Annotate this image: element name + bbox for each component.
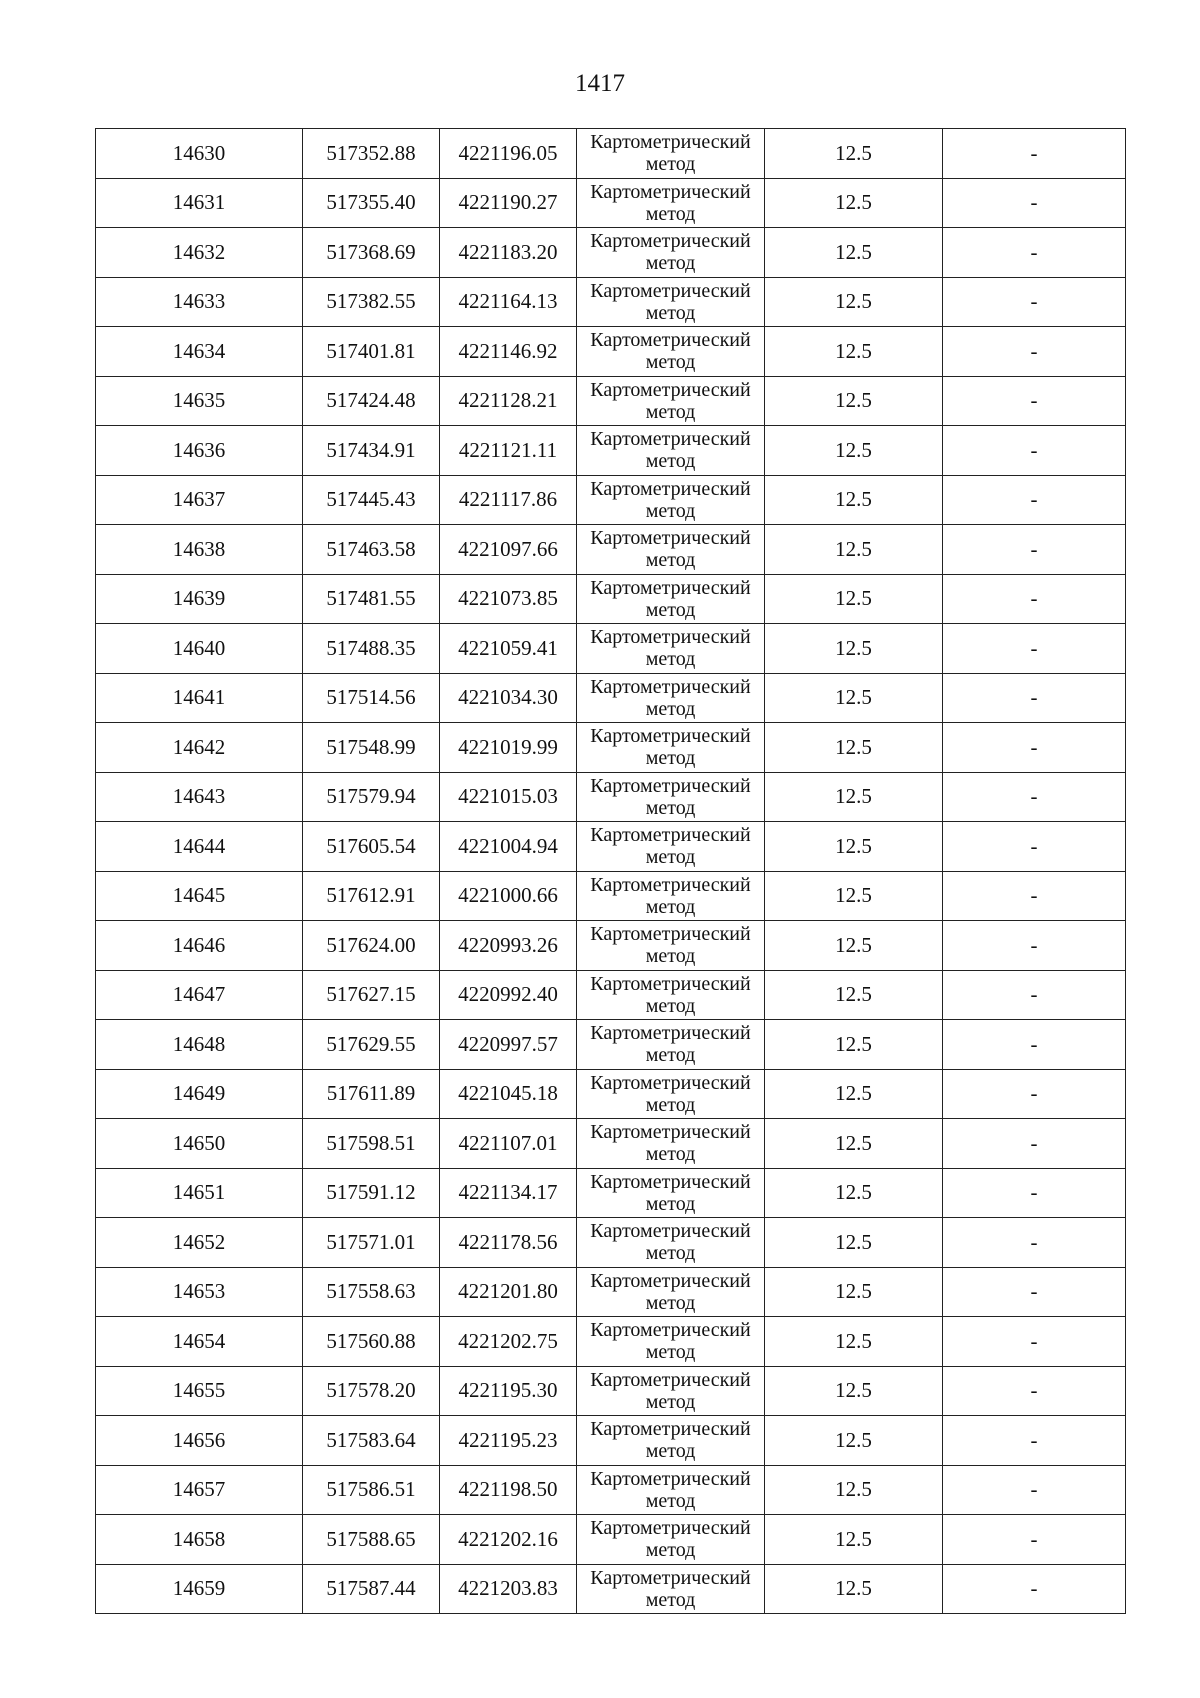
y-coordinate-cell: 4221146.92 [440,327,577,377]
point-id-cell: 14650 [96,1119,303,1169]
method-line-2: метод [645,1242,696,1265]
note-cell: - [943,772,1126,822]
table-row [96,277,1126,327]
method-line-2: метод [645,1588,696,1611]
method-line-1: Картометрический [590,329,751,352]
method-line-1: Картометрический [590,1269,751,1292]
y-coordinate-cell: 4220992.40 [440,970,577,1020]
method-line-2: метод [645,1192,696,1215]
accuracy-cell: 12.5 [765,426,943,476]
note-cell: - [943,871,1126,921]
y-coordinate-cell: 4221000.66 [440,871,577,921]
method-cell [577,1168,765,1218]
point-id-cell: 14651 [96,1168,303,1218]
method-cell [577,1515,765,1565]
note-cell: - [943,376,1126,426]
method-line-1: Картометрический [590,1071,751,1094]
note-cell: - [943,673,1126,723]
method-line-2: метод [645,450,696,473]
y-coordinate-cell: 4220993.26 [440,921,577,971]
method-line-2: метод [645,846,696,869]
accuracy-cell: 12.5 [765,673,943,723]
x-coordinate-cell: 517434.91 [303,426,440,476]
method-line-1: Картометрический [590,675,751,698]
point-id-cell: 14630 [96,129,303,179]
y-coordinate-cell: 4221059.41 [440,624,577,674]
point-id-cell: 14643 [96,772,303,822]
method-line-1: Картометрический [590,824,751,847]
method-cell [577,426,765,476]
accuracy-cell: 12.5 [765,1366,943,1416]
note-cell: - [943,624,1126,674]
method-cell [577,1267,765,1317]
accuracy-cell: 12.5 [765,574,943,624]
y-coordinate-cell: 4221183.20 [440,228,577,278]
method-line-2: метод [645,153,696,176]
y-coordinate-cell: 4221196.05 [440,129,577,179]
method-line-1: Картометрический [590,725,751,748]
accuracy-cell: 12.5 [765,129,943,179]
y-coordinate-cell: 4220997.57 [440,1020,577,1070]
x-coordinate-cell: 517445.43 [303,475,440,525]
table-row [96,970,1126,1020]
method-cell [577,871,765,921]
point-id-cell: 14659 [96,1564,303,1614]
note-cell: - [943,327,1126,377]
accuracy-cell: 12.5 [765,1267,943,1317]
x-coordinate-cell: 517624.00 [303,921,440,971]
y-coordinate-cell: 4221107.01 [440,1119,577,1169]
note-cell: - [943,822,1126,872]
table-row [96,475,1126,525]
table-row [96,129,1126,179]
table-row [96,426,1126,476]
accuracy-cell: 12.5 [765,228,943,278]
method-cell [577,277,765,327]
y-coordinate-cell: 4221202.75 [440,1317,577,1367]
table-row [96,772,1126,822]
method-line-2: метод [645,400,696,423]
y-coordinate-cell: 4221015.03 [440,772,577,822]
method-line-1: Картометрический [590,477,751,500]
y-coordinate-cell: 4221019.99 [440,723,577,773]
method-line-1: Картометрический [590,576,751,599]
method-line-2: метод [645,945,696,968]
note-cell: - [943,970,1126,1020]
y-coordinate-cell: 4221164.13 [440,277,577,327]
method-line-1: Картометрический [590,527,751,550]
note-cell: - [943,426,1126,476]
x-coordinate-cell: 517355.40 [303,178,440,228]
method-cell [577,525,765,575]
table-row [96,921,1126,971]
method-line-1: Картометрический [590,1170,751,1193]
table-row [96,574,1126,624]
table-row [96,1119,1126,1169]
note-cell: - [943,1465,1126,1515]
accuracy-cell: 12.5 [765,178,943,228]
y-coordinate-cell: 4221195.23 [440,1416,577,1466]
table-row [96,327,1126,377]
x-coordinate-cell: 517583.64 [303,1416,440,1466]
y-coordinate-cell: 4221201.80 [440,1267,577,1317]
point-id-cell: 14633 [96,277,303,327]
accuracy-cell: 12.5 [765,1119,943,1169]
x-coordinate-cell: 517558.63 [303,1267,440,1317]
method-cell [577,921,765,971]
method-line-1: Картометрический [590,1467,751,1490]
method-line-2: метод [645,1489,696,1512]
method-line-1: Картометрический [590,230,751,253]
accuracy-cell: 12.5 [765,624,943,674]
point-id-cell: 14644 [96,822,303,872]
x-coordinate-cell: 517488.35 [303,624,440,674]
point-id-cell: 14641 [96,673,303,723]
y-coordinate-cell: 4221045.18 [440,1069,577,1119]
x-coordinate-cell: 517481.55 [303,574,440,624]
method-line-2: метод [645,1143,696,1166]
method-line-2: метод [645,598,696,621]
y-coordinate-cell: 4221202.16 [440,1515,577,1565]
note-cell: - [943,1366,1126,1416]
point-id-cell: 14646 [96,921,303,971]
method-cell [577,772,765,822]
note-cell: - [943,1564,1126,1614]
method-line-2: метод [645,1093,696,1116]
table-row [96,1020,1126,1070]
x-coordinate-cell: 517560.88 [303,1317,440,1367]
y-coordinate-cell: 4221198.50 [440,1465,577,1515]
x-coordinate-cell: 517587.44 [303,1564,440,1614]
point-id-cell: 14632 [96,228,303,278]
x-coordinate-cell: 517586.51 [303,1465,440,1515]
method-line-2: метод [645,1440,696,1463]
method-line-2: метод [645,1390,696,1413]
method-line-1: Картометрический [590,1566,751,1589]
method-line-1: Картометрический [590,1319,751,1342]
method-cell [577,327,765,377]
method-line-1: Картометрический [590,923,751,946]
method-cell [577,673,765,723]
note-cell: - [943,178,1126,228]
note-cell: - [943,1416,1126,1466]
note-cell: - [943,723,1126,773]
table-row [96,822,1126,872]
accuracy-cell: 12.5 [765,1317,943,1367]
method-line-2: метод [645,499,696,522]
accuracy-cell: 12.5 [765,376,943,426]
point-id-cell: 14658 [96,1515,303,1565]
x-coordinate-cell: 517611.89 [303,1069,440,1119]
method-cell [577,1366,765,1416]
method-cell [577,574,765,624]
note-cell: - [943,475,1126,525]
accuracy-cell: 12.5 [765,772,943,822]
method-cell [577,723,765,773]
method-line-2: метод [645,895,696,918]
x-coordinate-cell: 517463.58 [303,525,440,575]
method-line-2: метод [645,252,696,275]
point-id-cell: 14637 [96,475,303,525]
method-line-1: Картометрический [590,279,751,302]
method-cell [577,624,765,674]
accuracy-cell: 12.5 [765,327,943,377]
method-line-1: Картометрический [590,1418,751,1441]
method-line-1: Картометрический [590,1022,751,1045]
method-cell [577,228,765,278]
method-cell [577,1069,765,1119]
table-row [96,1465,1126,1515]
method-line-1: Картометрический [590,1220,751,1243]
accuracy-cell: 12.5 [765,475,943,525]
method-cell [577,970,765,1020]
accuracy-cell: 12.5 [765,1564,943,1614]
method-cell [577,1020,765,1070]
method-cell [577,1218,765,1268]
method-cell [577,1119,765,1169]
table-row [96,1218,1126,1268]
point-id-cell: 14645 [96,871,303,921]
method-line-1: Картометрический [590,180,751,203]
method-line-2: метод [645,1291,696,1314]
method-cell [577,129,765,179]
accuracy-cell: 12.5 [765,723,943,773]
y-coordinate-cell: 4221195.30 [440,1366,577,1416]
note-cell: - [943,1317,1126,1367]
table-row [96,376,1126,426]
accuracy-cell: 12.5 [765,921,943,971]
method-line-2: метод [645,796,696,819]
table-row [96,178,1126,228]
table-body [96,129,1126,1614]
method-cell [577,376,765,426]
accuracy-cell: 12.5 [765,1218,943,1268]
point-id-cell: 14638 [96,525,303,575]
x-coordinate-cell: 517368.69 [303,228,440,278]
x-coordinate-cell: 517629.55 [303,1020,440,1070]
accuracy-cell: 12.5 [765,1465,943,1515]
table-row [96,1069,1126,1119]
note-cell: - [943,1218,1126,1268]
method-cell [577,822,765,872]
note-cell: - [943,921,1126,971]
note-cell: - [943,1020,1126,1070]
point-id-cell: 14635 [96,376,303,426]
method-cell [577,178,765,228]
table-row [96,723,1126,773]
point-id-cell: 14639 [96,574,303,624]
method-line-2: метод [645,994,696,1017]
accuracy-cell: 12.5 [765,277,943,327]
accuracy-cell: 12.5 [765,822,943,872]
point-id-cell: 14649 [96,1069,303,1119]
point-id-cell: 14656 [96,1416,303,1466]
note-cell: - [943,1515,1126,1565]
note-cell: - [943,525,1126,575]
y-coordinate-cell: 4221203.83 [440,1564,577,1614]
table-row [96,1564,1126,1614]
accuracy-cell: 12.5 [765,1515,943,1565]
x-coordinate-cell: 517548.99 [303,723,440,773]
note-cell: - [943,129,1126,179]
x-coordinate-cell: 517571.01 [303,1218,440,1268]
y-coordinate-cell: 4221073.85 [440,574,577,624]
point-id-cell: 14652 [96,1218,303,1268]
method-line-2: метод [645,1539,696,1562]
point-id-cell: 14647 [96,970,303,1020]
point-id-cell: 14655 [96,1366,303,1416]
table-row [96,1366,1126,1416]
note-cell: - [943,277,1126,327]
point-id-cell: 14636 [96,426,303,476]
y-coordinate-cell: 4221121.11 [440,426,577,476]
y-coordinate-cell: 4221178.56 [440,1218,577,1268]
point-id-cell: 14648 [96,1020,303,1070]
method-line-2: метод [645,549,696,572]
method-line-2: метод [645,351,696,374]
x-coordinate-cell: 517591.12 [303,1168,440,1218]
method-line-2: метод [645,648,696,671]
x-coordinate-cell: 517627.15 [303,970,440,1020]
note-cell: - [943,1069,1126,1119]
method-line-2: метод [645,301,696,324]
method-line-2: метод [645,1044,696,1067]
method-line-1: Картометрический [590,428,751,451]
method-cell [577,1416,765,1466]
page-number: 1417 [575,70,625,97]
point-id-cell: 14631 [96,178,303,228]
point-id-cell: 14654 [96,1317,303,1367]
x-coordinate-cell: 517401.81 [303,327,440,377]
table-row [96,228,1126,278]
y-coordinate-cell: 4221190.27 [440,178,577,228]
accuracy-cell: 12.5 [765,525,943,575]
accuracy-cell: 12.5 [765,1020,943,1070]
table-row [96,673,1126,723]
method-cell [577,475,765,525]
method-line-1: Картометрический [590,626,751,649]
method-line-1: Картометрический [590,1121,751,1144]
accuracy-cell: 12.5 [765,1069,943,1119]
x-coordinate-cell: 517579.94 [303,772,440,822]
table-row [96,1267,1126,1317]
method-line-1: Картометрический [590,1368,751,1391]
method-line-2: метод [645,697,696,720]
table-row [96,871,1126,921]
coordinates-table [95,128,1126,1614]
note-cell: - [943,228,1126,278]
method-line-2: метод [645,747,696,770]
method-cell [577,1317,765,1367]
point-id-cell: 14640 [96,624,303,674]
y-coordinate-cell: 4221134.17 [440,1168,577,1218]
x-coordinate-cell: 517352.88 [303,129,440,179]
accuracy-cell: 12.5 [765,1168,943,1218]
y-coordinate-cell: 4221117.86 [440,475,577,525]
point-id-cell: 14657 [96,1465,303,1515]
method-line-1: Картометрический [590,873,751,896]
x-coordinate-cell: 517382.55 [303,277,440,327]
method-cell [577,1465,765,1515]
y-coordinate-cell: 4221128.21 [440,376,577,426]
accuracy-cell: 12.5 [765,970,943,1020]
method-line-1: Картометрический [590,972,751,995]
accuracy-cell: 12.5 [765,1416,943,1466]
note-cell: - [943,1168,1126,1218]
method-line-1: Картометрический [590,378,751,401]
note-cell: - [943,1267,1126,1317]
table-row [96,1168,1126,1218]
y-coordinate-cell: 4221004.94 [440,822,577,872]
x-coordinate-cell: 517588.65 [303,1515,440,1565]
x-coordinate-cell: 517578.20 [303,1366,440,1416]
table-row [96,1317,1126,1367]
y-coordinate-cell: 4221097.66 [440,525,577,575]
method-line-2: метод [645,1341,696,1364]
x-coordinate-cell: 517424.48 [303,376,440,426]
x-coordinate-cell: 517605.54 [303,822,440,872]
table-row [96,1416,1126,1466]
x-coordinate-cell: 517612.91 [303,871,440,921]
method-line-2: метод [645,202,696,225]
accuracy-cell: 12.5 [765,871,943,921]
point-id-cell: 14634 [96,327,303,377]
table-row [96,624,1126,674]
x-coordinate-cell: 517514.56 [303,673,440,723]
method-cell [577,1564,765,1614]
table-row [96,1515,1126,1565]
point-id-cell: 14653 [96,1267,303,1317]
method-line-1: Картометрический [590,131,751,154]
note-cell: - [943,574,1126,624]
table-row [96,525,1126,575]
method-line-1: Картометрический [590,774,751,797]
note-cell: - [943,1119,1126,1169]
point-id-cell: 14642 [96,723,303,773]
method-line-1: Картометрический [590,1517,751,1540]
x-coordinate-cell: 517598.51 [303,1119,440,1169]
y-coordinate-cell: 4221034.30 [440,673,577,723]
